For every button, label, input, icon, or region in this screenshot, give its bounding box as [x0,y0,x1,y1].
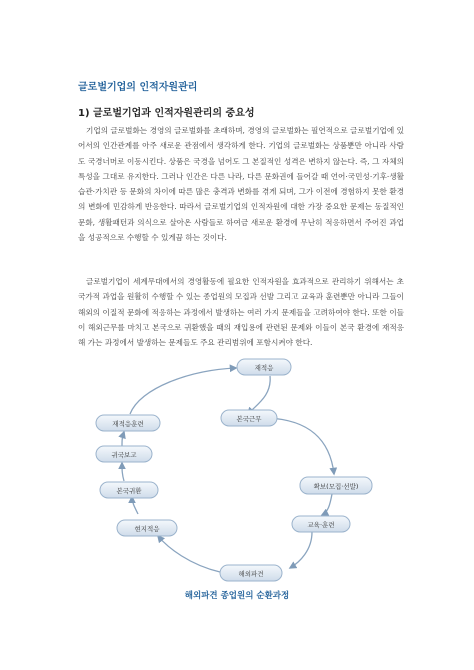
page-title: 글로벌기업의 인적자원관리 [78,82,198,93]
node-home-work [221,410,277,426]
node-training [292,516,350,532]
arrow-local-adapt-to-home-return [132,497,138,514]
arrow-reentry-to-home-work [248,376,270,414]
arrow-training-to-dispatch [290,532,312,568]
node-local-adapt [117,520,177,536]
node-reentry [237,359,291,375]
arrow-reentry-training-to-reentry [130,368,236,414]
node-selection [300,477,372,494]
node-dispatch [220,565,282,581]
section-heading: 1) 글로벌기업과 인적자원관리의 중요성 [78,108,255,119]
paragraph-2: 글로벌기업이 세계무대에서의 경영활동에 필요한 인적자원을 효과적으로 관리하기 위해서는 초국가적 과업을 원활히 수행할 수 있는 종업원의 모집과 선발 그리고 교육과 훈련뿐만 아니라 그들이 해외의 이질적 문화에 적응하는 과정에서 발생하는 여러 가지 문제들을 고려하여야 한다. 또한 이들이 해외근무를 마치고 본국으로 귀환했을 때의 재입용에 관련된 문제와 이들이 본국 환경에 재적응해 가는 과정에서 발생하는 문제들도 주요 관리범위에 포함시켜야 한다. [78,277,404,348]
arrow-home-work-to-selection [268,418,334,474]
svg-text:현지적응: 현지적응 [134,525,160,533]
arrow-dispatch-to-local-adapt [158,536,220,572]
cycle-arrows [122,368,334,572]
svg-text:귀국보고: 귀국보고 [111,451,137,459]
diagram-caption: 해외파견 종업원의 순환과정 [184,591,290,601]
svg-text:재적응훈련: 재적응훈련 [112,420,144,428]
node-reentry-training [96,415,160,431]
svg-text:확보(모집·선발): 확보(모집·선발) [313,482,359,491]
svg-text:재적응: 재적응 [254,364,274,372]
svg-text:본국귀환: 본국귀환 [116,487,142,495]
node-repatriation [96,446,152,462]
arrow-home-return-to-repatriation [122,463,124,481]
svg-text:본국근무: 본국근무 [236,415,262,423]
node-home-return [100,482,158,498]
svg-text:해외파견: 해외파견 [238,570,264,578]
paragraph-1: 기업의 글로벌화는 경영의 글로벌화를 초래하며, 경영의 글로벌화는 필연적으로 글로벌기업에 있어서의 인간관계를 아주 새로운 관점에서 생각하게 한다. 기업의 글로벌화는 상품뿐만 아니라 사람도 국경너머로 이동시킨다. 상품은 국경을 넘어도 그 본질적인 성격은 변하지 않는다. 즉, 그 자체의 특성을 그대로 유지한다. 그러나 인간은 다른 나라, 다른 문화권에 들어갈 때 언어·국민성·기후·생활습관·가치관 등 문화의 차이에 따른 많은 충격과 변화를 겪게 되며, 그가 이전에 경험하지 못한 환경의 변화에 민감하게 반응한다. 따라서 글로벌기업의 인적자원에 대한 가장 중요한 문제는 동질적인 문화, 생활패턴과 의식으로 살아온 사람들로 하여금 새로운 환경에 무난히 적응하면서 주어진 과업을 성공적으로 수행할 수 있게끔 하는 것이다. [78,126,404,243]
arrow-repatriation-to-reentry-training [122,432,124,446]
svg-text:교육·훈련: 교육·훈련 [307,521,335,529]
arrow-selection-to-training [322,494,332,515]
